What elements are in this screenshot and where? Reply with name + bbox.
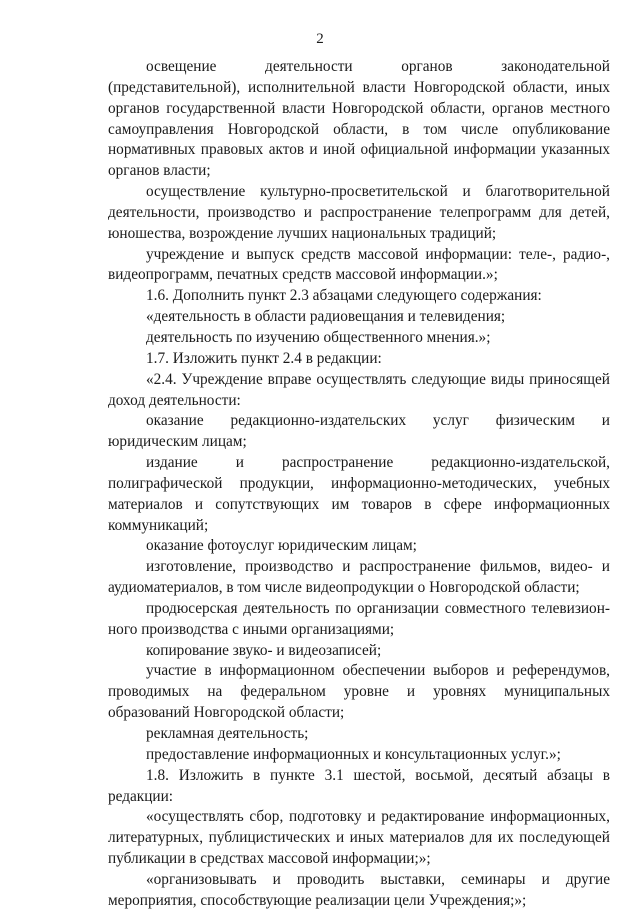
paragraph: «деятельность в области радиовещания и телевидения; bbox=[146, 308, 506, 326]
page-number: 2 bbox=[316, 31, 324, 47]
paragraph: учреждение и выпуск средств массовой информации: теле-, радио-, видеопрограмм, печатных средств массовой информации.»; bbox=[108, 245, 610, 284]
paragraph: изготовление, производство и распространение фильмов, видео- и аудиоматериалов, в том числе видеопродукции о Новгородской области; bbox=[108, 558, 610, 597]
paragraph: оказание редакционно-издательских услуг физическим и юридическим лицам; bbox=[108, 412, 610, 451]
paragraph: рекламная деятельность; bbox=[146, 725, 309, 742]
paragraph: продюсерская деятельность по организации совместного телевизион-ного производства с иными организациями; bbox=[108, 599, 610, 638]
paragraph: 1.8. Изложить в пункте 3.1 шестой, восьмой, десятый абзацы в редакции: bbox=[108, 766, 610, 805]
paragraph: издание и распространение редакционно-издательской, полиграфической продукции, информационно-методических, учебных материалов и сопутствующих им товаров в сфере информационных коммуникаций; bbox=[108, 454, 610, 534]
paragraph: 1.6. Дополнить пункт 2.3 абзацами следующего содержания: bbox=[146, 287, 542, 305]
paragraph: копирование звуко- и видеозаписей; bbox=[146, 641, 382, 659]
paragraph: предоставление информационных и консультационных услуг.»; bbox=[146, 745, 561, 763]
paragraph: «2.4. Учреждение вправе осуществлять следующие виды приносящей доход деятельности: bbox=[108, 370, 610, 409]
paragraph: участие в информационном обеспечении выборов и референдумов, проводимых на федеральном уровне и уровнях муниципальных образований Новгородской области; bbox=[108, 662, 610, 722]
paragraph: «осуществлять сбор, подготовку и редактирование информационных, литературных, публицистических и иных материалов для их последующей публикации в средствах массовой информации;»; bbox=[108, 808, 610, 868]
paragraph: 1.7. Изложить пункт 2.4 в редакции: bbox=[146, 349, 382, 367]
paragraph: освещение деятельности органов законодательной (представительной), исполнительной власти Новгородской области, иных органов государственной власти Новгородской области, органов местного самоуправления Новгородской области, в том числе опубликование нормативных правовых актов и иной официальной информации указанных органов власти; bbox=[108, 58, 610, 180]
paragraph: оказание фотоуслуг юридическим лицам; bbox=[146, 537, 417, 555]
paragraph: «организовывать и проводить выставки, семинары и другие мероприятия, способствующие реализации цели Учреждения;»; bbox=[108, 870, 610, 909]
document-body bbox=[108, 57, 610, 912]
paragraph: деятельность по изучению общественного мнения.»; bbox=[146, 328, 491, 346]
paragraph: осуществление культурно-просветительской и благотворительной деятельности, производство и распространение телепрограмм для детей, юношества, возрождение лучших национальных традиций; bbox=[108, 183, 610, 242]
